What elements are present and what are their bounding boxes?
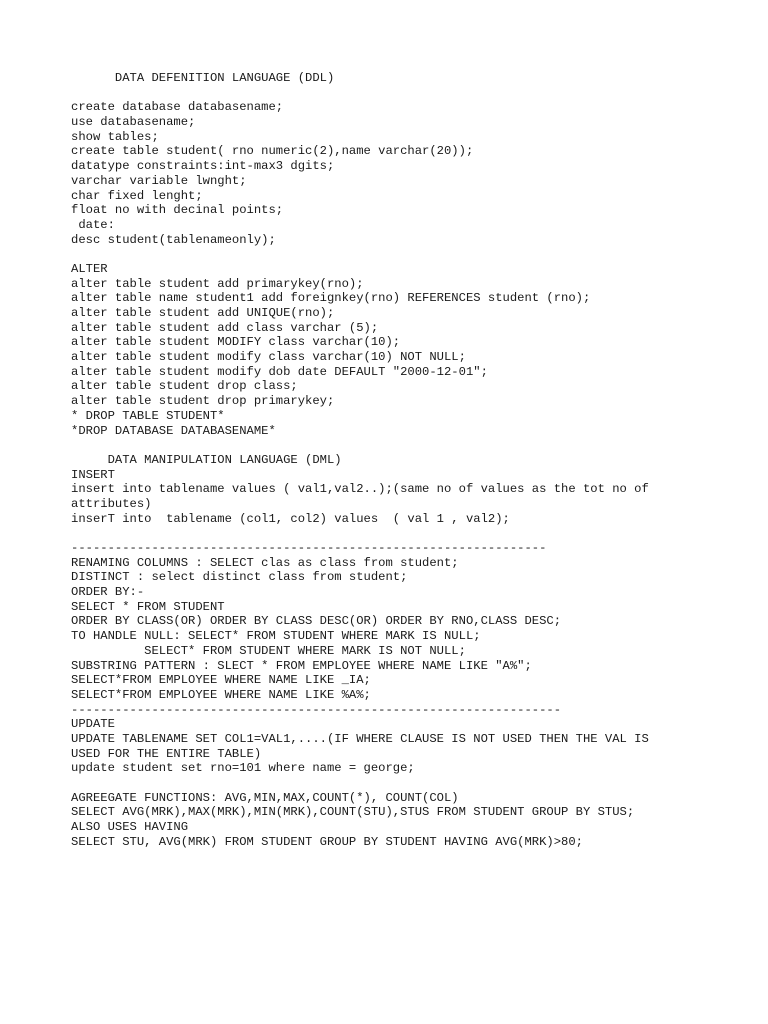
document-line: inserT into tablename (col1, col2) values ( val 1 , val2); [71,511,510,526]
document-line: *DROP DATABASE DATABASENAME* [71,423,276,438]
document-line: float no with decinal points; [71,203,284,218]
document-line [71,776,731,791]
document-line: DATA MANIPULATION LANGUAGE (DML) [71,452,342,467]
document-line: date: [71,217,115,232]
document-line: AGREEGATE FUNCTIONS: AVG,MIN,MAX,COUNT(*), COUNT(COL) [71,790,459,805]
document-line: create database databasename; [71,100,284,115]
document-line: ALSO USES HAVING [71,820,189,835]
document-line: SELECT*FROM EMPLOYEE WHERE NAME LIKE _IA; [71,673,371,688]
document-line: datatype constraints:int-max3 dgits; [71,159,335,174]
document-line: alter table student add class varchar (5); [71,320,379,335]
document-line [71,526,731,541]
document-line: TO HANDLE NULL: SELECT* FROM STUDENT WHERE MARK IS NULL; [71,629,481,644]
document-line: use databasename; [71,115,196,130]
document-line: char fixed lenght; [71,188,203,203]
document-line: alter table student modify dob date DEFAULT "2000-12-01"; [71,364,488,379]
document-line: varchar variable lwnght; [71,173,247,188]
document-line: SELECT STU, AVG(MRK) FROM STUDENT GROUP BY STUDENT HAVING AVG(MRK)>80; [71,834,583,849]
document-line [71,438,731,453]
document-line: ALTER [71,261,108,276]
document-body [71,71,731,849]
document-line: UPDATE TABLENAME SET COL1=VAL1,....(IF WHERE CLAUSE IS NOT USED THEN THE VAL IS [71,731,649,746]
document-line: SUBSTRING PATTERN : SLECT * FROM EMPLOYEE WHERE NAME LIKE "A%"; [71,658,532,673]
document-line: show tables; [71,129,159,144]
document-line: UPDATE [71,717,115,732]
document-line: attributes) [71,496,152,511]
document-line [71,247,731,262]
document-line: alter table student modify class varchar(10) NOT NULL; [71,350,466,365]
document-line: alter table student drop primarykey; [71,394,335,409]
document-line: alter table student add primarykey(rno); [71,276,364,291]
document-line: SELECT*FROM EMPLOYEE WHERE NAME LIKE %A%; [71,687,371,702]
document-line: insert into tablename values ( val1,val2..);(same no of values as the tot no of [71,482,649,497]
document-line: ----------------------------------------------------------------- [71,541,547,555]
document-line: SELECT * FROM STUDENT [71,599,225,614]
document-line: RENAMING COLUMNS : SELECT clas as class from student; [71,555,459,570]
document-line: ORDER BY:- [71,585,145,600]
document-line: alter table name student1 add foreignkey(rno) REFERENCES student (rno); [71,291,591,306]
document-line: DISTINCT : select distinct class from student; [71,570,408,585]
document-line: USED FOR THE ENTIRE TABLE) [71,746,262,761]
document-line: alter table student add UNIQUE(rno); [71,306,335,320]
document-line: ------------------------------------------------------------------- [71,702,562,717]
document-line [71,86,731,101]
document-line: * DROP TABLE STUDENT* [71,408,225,423]
document-line: SELECT* FROM STUDENT WHERE MARK IS NOT NULL; [71,643,466,658]
document-line: alter table student drop class; [71,379,298,394]
document-line: ORDER BY CLASS(OR) ORDER BY CLASS DESC(OR) ORDER BY RNO,CLASS DESC; [71,614,562,629]
document-line: alter table student MODIFY class varchar(10); [71,335,401,350]
document-line: desc student(tablenameonly); [71,232,276,247]
document-line: create table student( rno numeric(2),name varchar(20)); [71,144,474,159]
document-line: update student set rno=101 where name = george; [71,761,415,776]
document-line: INSERT [71,467,115,482]
document-line: SELECT AVG(MRK),MAX(MRK),MIN(MRK),COUNT(STU),STUS FROM STUDENT GROUP BY STUS; [71,805,635,820]
document-line: DATA DEFENITION LANGUAGE (DDL) [71,71,335,85]
